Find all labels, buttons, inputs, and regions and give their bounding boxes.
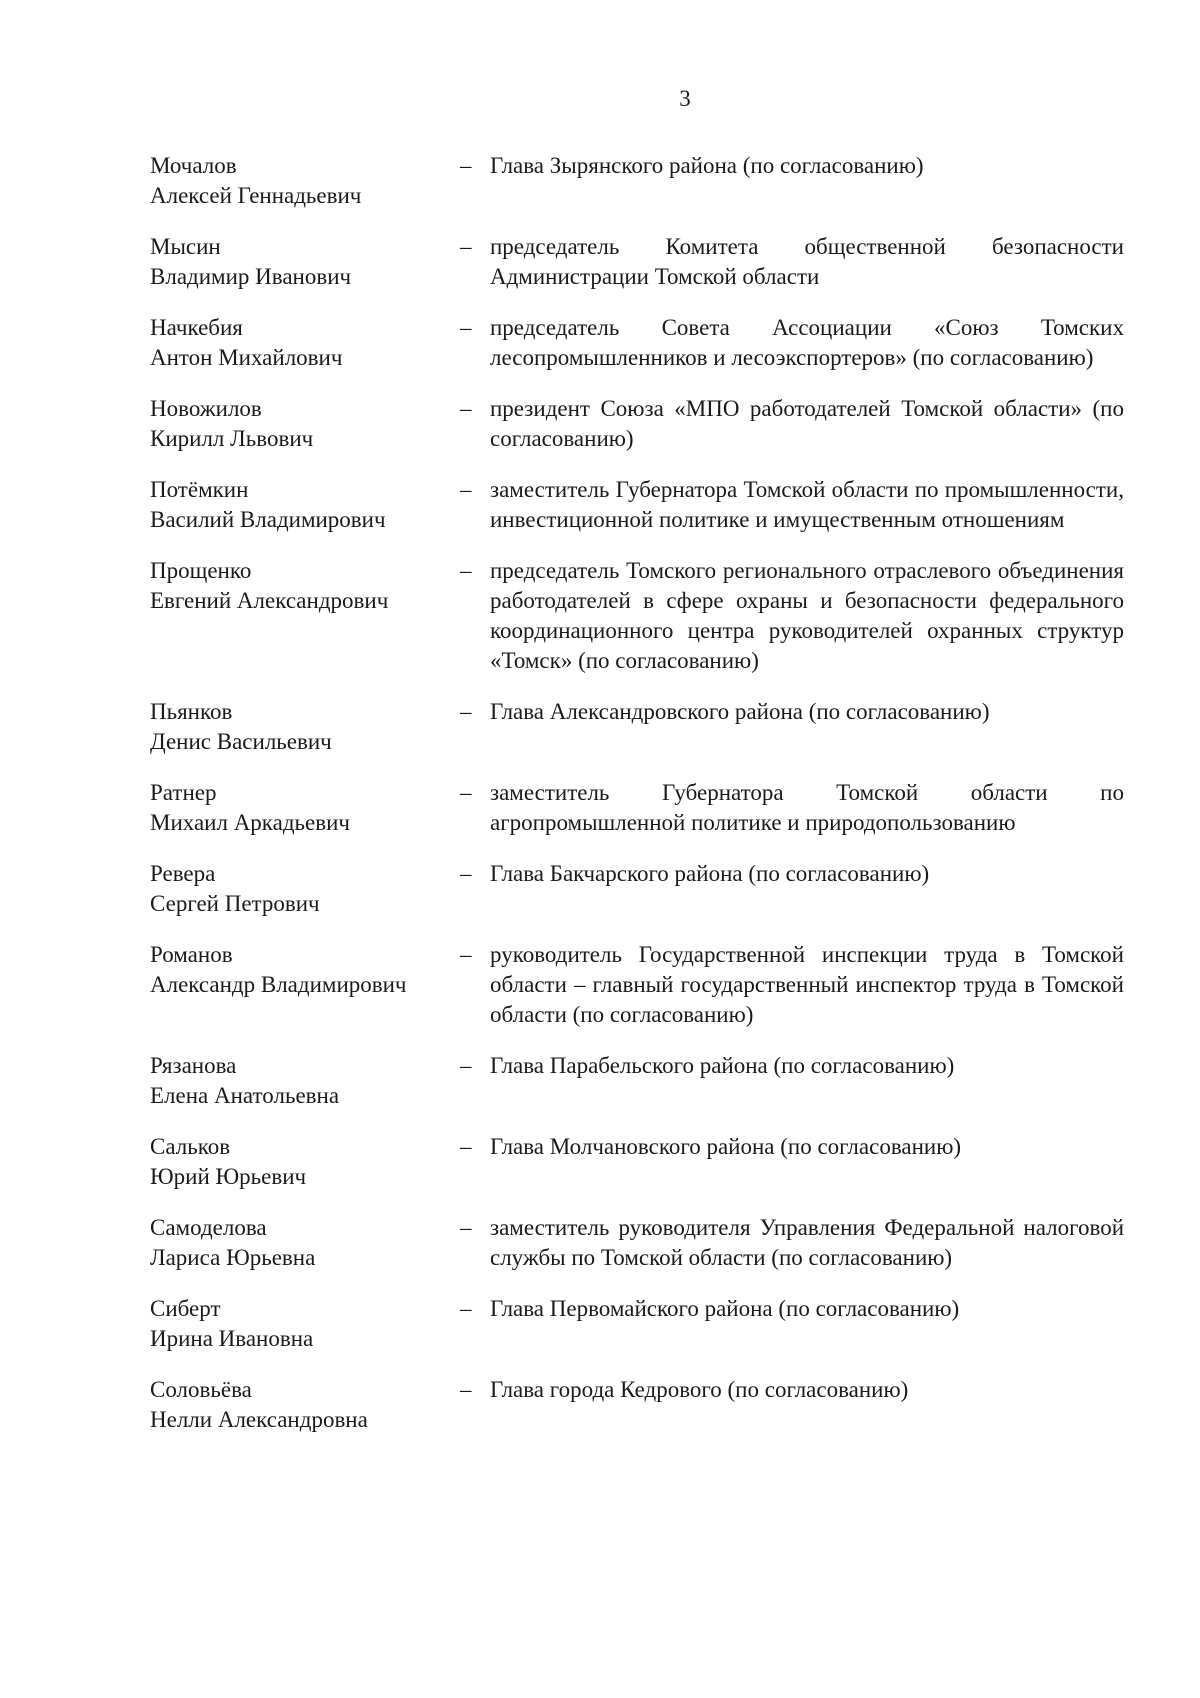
member-name xyxy=(150,313,458,373)
member-position: заместитель руководителя Управления Федеральной налоговой службы по Томской области (по согласованию) xyxy=(490,1215,1124,1270)
member-entry xyxy=(150,940,1130,1030)
member-name xyxy=(150,940,458,1030)
page-number: 3 xyxy=(679,86,691,111)
member-name xyxy=(150,1051,458,1111)
member-entry xyxy=(150,151,1130,211)
member-surname: Мысин xyxy=(150,234,221,259)
member-given-names: Денис Васильевич xyxy=(150,729,332,754)
member-surname: Романов xyxy=(150,942,233,967)
dash-separator: – xyxy=(460,1377,472,1402)
member-entry xyxy=(150,556,1130,676)
member-name xyxy=(150,697,458,757)
member-given-names: Антон Михайлович xyxy=(150,345,343,370)
member-entry xyxy=(150,859,1130,919)
dash-separator: – xyxy=(460,942,472,967)
member-given-names: Елена Анатольевна xyxy=(150,1083,340,1108)
member-entry xyxy=(150,697,1130,757)
member-given-names: Нелли Александровна xyxy=(150,1407,368,1432)
member-surname: Соловьёва xyxy=(150,1377,252,1402)
member-position: председатель Совета Ассоциации «Союз Томских лесопромышленников и лесоэкспортеров» (по согласованию) xyxy=(490,315,1124,370)
dash-separator: – xyxy=(460,861,472,886)
member-surname: Потёмкин xyxy=(150,477,249,502)
member-position: президент Союза «МПО работодателей Томской области» (по согласованию) xyxy=(490,396,1124,451)
dash-separator: – xyxy=(460,780,472,805)
member-surname: Начкебия xyxy=(150,315,243,340)
dash-separator: – xyxy=(460,153,472,178)
member-surname: Рязанова xyxy=(150,1053,237,1078)
member-position: Глава города Кедрового (по согласованию) xyxy=(490,1377,909,1402)
member-position: Глава Александровского района (по согласованию) xyxy=(490,699,990,724)
member-given-names: Владимир Иванович xyxy=(150,264,352,289)
member-surname: Сальков xyxy=(150,1134,231,1159)
member-name xyxy=(150,1213,458,1273)
member-name xyxy=(150,556,458,676)
member-entry xyxy=(150,394,1130,454)
dash-separator: – xyxy=(460,1053,472,1078)
member-entry xyxy=(150,1294,1130,1354)
member-position: Глава Первомайского района (по согласованию) xyxy=(490,1296,960,1321)
member-name xyxy=(150,1294,458,1354)
member-given-names: Алексей Геннадьевич xyxy=(150,183,362,208)
member-position: заместитель Губернатора Томской области по агропромышленной политике и природопользованию xyxy=(490,780,1124,835)
member-entry xyxy=(150,1375,1130,1435)
dash-separator: – xyxy=(460,1134,472,1159)
member-given-names: Сергей Петрович xyxy=(150,891,320,916)
member-surname: Ревера xyxy=(150,861,216,886)
member-entry xyxy=(150,1132,1130,1192)
member-surname: Ратнер xyxy=(150,780,217,805)
member-name xyxy=(150,394,458,454)
member-position: Глава Молчановского района (по согласованию) xyxy=(490,1134,962,1159)
member-given-names: Александр Владимирович xyxy=(150,972,407,997)
member-position: председатель Комитета общественной безопасности Администрации Томской области xyxy=(490,234,1124,289)
member-entry xyxy=(150,232,1130,292)
member-name xyxy=(150,1132,458,1192)
member-name xyxy=(150,1375,458,1435)
dash-separator: – xyxy=(460,1215,472,1240)
dash-separator: – xyxy=(460,315,472,340)
member-given-names: Михаил Аркадьевич xyxy=(150,810,350,835)
dash-separator: – xyxy=(460,234,472,259)
member-given-names: Василий Владимирович xyxy=(150,507,386,532)
member-position: Глава Парабельского района (по согласованию) xyxy=(490,1053,955,1078)
dash-separator: – xyxy=(460,699,472,724)
member-position: заместитель Губернатора Томской области по промышленности, инвестиционной политике и имущественным отношениям xyxy=(490,477,1124,532)
member-position: Глава Зырянского района (по согласованию) xyxy=(490,153,924,178)
dash-separator: – xyxy=(460,1296,472,1321)
member-given-names: Кирилл Львович xyxy=(150,426,314,451)
member-given-names: Лариса Юрьевна xyxy=(150,1245,316,1270)
member-surname: Мочалов xyxy=(150,153,237,178)
member-surname: Пьянков xyxy=(150,699,233,724)
member-position: Глава Бакчарского района (по согласованию) xyxy=(490,861,930,886)
member-entry xyxy=(150,1213,1130,1273)
dash-separator: – xyxy=(460,477,472,502)
member-surname: Самоделова xyxy=(150,1215,267,1240)
member-entry xyxy=(150,1051,1130,1111)
member-given-names: Евгений Александрович xyxy=(150,588,389,613)
member-list xyxy=(150,151,1130,1456)
dash-separator: – xyxy=(460,558,472,583)
member-name xyxy=(150,151,458,211)
member-surname: Новожилов xyxy=(150,396,262,421)
member-surname: Прощенко xyxy=(150,558,252,583)
member-entry xyxy=(150,475,1130,535)
member-given-names: Ирина Ивановна xyxy=(150,1326,314,1351)
member-name xyxy=(150,778,458,838)
member-position: председатель Томского регионального отраслевого объединения работодателей в сфере охраны и безопасности федерального координационного центра руководителей охранных структур «Томск» (по согласованию) xyxy=(490,558,1124,673)
member-position: руководитель Государственной инспекции труда в Томской области – главный государственный инспектор труда в Томской области (по согласованию) xyxy=(490,942,1124,1027)
dash-separator: – xyxy=(460,396,472,421)
member-entry xyxy=(150,778,1130,838)
member-surname: Сиберт xyxy=(150,1296,221,1321)
member-name xyxy=(150,859,458,919)
member-entry xyxy=(150,313,1130,373)
member-name xyxy=(150,475,458,535)
member-given-names: Юрий Юрьевич xyxy=(150,1164,307,1189)
member-name xyxy=(150,232,458,292)
